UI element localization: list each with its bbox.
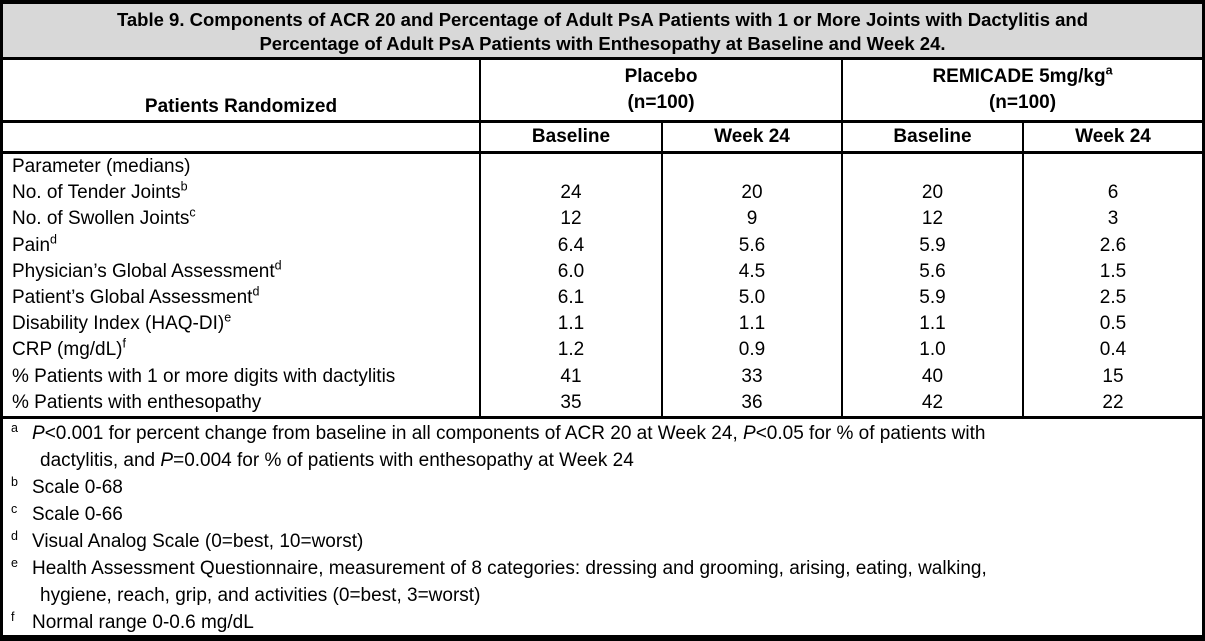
header-remicade-baseline: Baseline	[841, 123, 1022, 151]
cell-value: 0.5	[1022, 311, 1202, 337]
cell-value: 6.1	[479, 285, 661, 311]
cell-value	[841, 154, 1022, 180]
cell-value: 9	[661, 206, 841, 232]
table-row	[3, 364, 1202, 390]
cell-value: 20	[661, 180, 841, 206]
header-remicade-week24: Week 24	[1022, 123, 1202, 151]
group-remicade-name: REMICADE 5mg/kg	[932, 66, 1106, 87]
cell-value: 20	[841, 180, 1022, 206]
table-row	[3, 311, 1202, 337]
cell-value: 2.5	[1022, 285, 1202, 311]
cell-value: 24	[479, 180, 661, 206]
footnote-d: $^d$ Visual Analog Scale (0=best, 10=worst)	[11, 528, 364, 552]
row-label: No. of Tender Joints$^b$	[12, 180, 188, 204]
table-row	[3, 259, 1202, 285]
cell-value: 36	[661, 390, 841, 416]
row-label: Physician’s Global Assessment$^d$	[12, 258, 282, 282]
row-label: Disability Index $(HAQ-DI)^e$	[12, 311, 232, 335]
table-body	[3, 154, 1202, 419]
footnote-b: $^b$ Scale 0-68	[11, 474, 123, 498]
row-label: Pain$^d$	[12, 232, 57, 256]
header-placebo-baseline: Baseline	[479, 123, 661, 151]
cell-value: 1.2	[479, 337, 661, 363]
row-label: % Patients with 1 or more digits with dactylitis	[12, 365, 396, 387]
group-placebo-name: Placebo	[624, 66, 698, 87]
cell-value: 40	[841, 364, 1022, 390]
table-title-line1: Table 9. Components of ACR 20 and Percentage of Adult PsA Patients with 1 or More Joints with Dactylitis and	[116, 9, 1089, 30]
cell-value: 0.9	[661, 337, 841, 363]
cell-value: 4.5	[661, 259, 841, 285]
footnote-a-line1: $^a$ P<0.001 for percent change from baseline in all components of ACR 20 at Week 24, P<0.05 for % of patients with	[11, 420, 986, 444]
table-row	[3, 233, 1202, 259]
row-label: No. of Swollen Joints$^c$	[12, 206, 196, 230]
cell-value	[1022, 154, 1202, 180]
cell-value	[479, 154, 661, 180]
footnote-c: $^c$ Scale 0-66	[11, 501, 123, 525]
cell-value: 41	[479, 364, 661, 390]
footnote-e-line1: $^e$ Health Assessment Questionnaire, measurement of 8 categories: dressing and grooming, arising, eating, walking,	[11, 555, 987, 579]
table-row	[3, 206, 1202, 232]
cell-value: 6.0	[479, 259, 661, 285]
cell-value: 1.1	[841, 311, 1022, 337]
table-title	[3, 4, 1202, 60]
table-title-line2: Percentage of Adult PsA Patients with Enthesopathy at Baseline and Week 24.	[259, 33, 946, 54]
row-label: CRP $(mg/dL)^f$	[12, 337, 126, 361]
cell-value: 15	[1022, 364, 1202, 390]
footnote-f: $^f$ Normal range 0-0.6 mg/dL	[11, 609, 254, 633]
table-row	[3, 285, 1202, 311]
cell-value: 1.1	[661, 311, 841, 337]
footnotes-section	[3, 419, 1202, 635]
cell-value: 6	[1022, 180, 1202, 206]
group-remicade-sup: a	[1105, 63, 1113, 78]
cell-value: 35	[479, 390, 661, 416]
cell-value: 5.9	[841, 285, 1022, 311]
group-remicade-n: (n=100)	[988, 92, 1057, 113]
table-row-section	[3, 154, 1202, 180]
patients-randomized-label: Patients Randomized	[144, 96, 338, 117]
cell-value: 6.4	[479, 233, 661, 259]
cell-value: 12	[479, 206, 661, 232]
header-group-remicade	[841, 60, 1202, 120]
cell-value: 5.0	[661, 285, 841, 311]
cell-value: 42	[841, 390, 1022, 416]
cell-value	[661, 154, 841, 180]
table-row	[3, 337, 1202, 363]
cell-value: 12	[841, 206, 1022, 232]
cell-value: 5.6	[661, 233, 841, 259]
cell-value: 1.5	[1022, 259, 1202, 285]
group-placebo-n: (n=100)	[627, 92, 695, 113]
footnote-e-line2: hygiene, reach, grip, and activities (0=best, 3=worst)	[40, 584, 481, 606]
row-label: Parameter (medians)	[12, 156, 191, 177]
header-group-placebo	[479, 60, 841, 120]
cell-value: 1.0	[841, 337, 1022, 363]
header-placebo-week24: Week 24	[661, 123, 841, 151]
cell-value: 1.1	[479, 311, 661, 337]
table-header	[3, 60, 1202, 154]
cell-value: 3	[1022, 206, 1202, 232]
table-row	[3, 390, 1202, 416]
cell-value: 2.6	[1022, 233, 1202, 259]
cell-value: 5.9	[841, 233, 1022, 259]
cell-value: 0.4	[1022, 337, 1202, 363]
cell-value: 5.6	[841, 259, 1022, 285]
footnote-a-line2: dactylitis, and P=0.004 for % of patients with enthesopathy at Week 24	[40, 449, 634, 471]
row-label: Patient’s Global Assessment$^d$	[12, 284, 260, 308]
cell-value: 22	[1022, 390, 1202, 416]
table-row	[3, 180, 1202, 206]
cell-value: 33	[661, 364, 841, 390]
row-label: % Patients with enthesopathy	[12, 391, 262, 413]
